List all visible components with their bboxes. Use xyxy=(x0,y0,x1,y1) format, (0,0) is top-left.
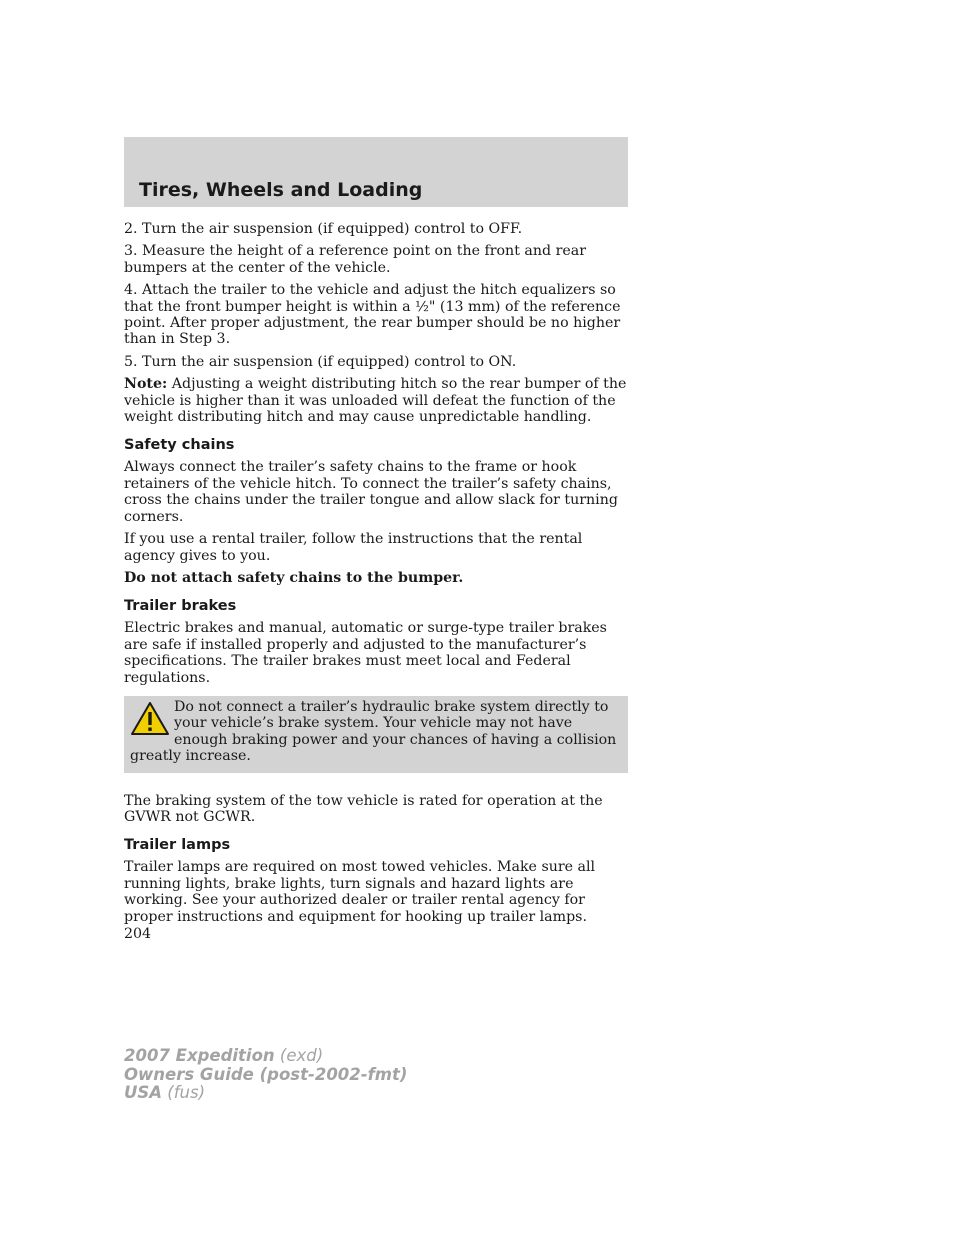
footer-model-code: (exd) xyxy=(274,1046,324,1065)
footer-model: 2007 Expedition xyxy=(124,1046,275,1065)
footer-guide: Owners Guide (post-2002-fmt) xyxy=(124,1064,408,1084)
page-number: 204 xyxy=(124,926,152,942)
footer-region: USA xyxy=(124,1083,163,1102)
section-title: Tires, Wheels and Loading xyxy=(139,179,423,201)
footer-line-1 xyxy=(124,1047,407,1066)
safety-chains-paragraph-1: Always connect the trailer’s safety chains to the frame or hook retainers of the vehicle hitch. To connect the trailer’s safety chains, cross the chains under the trailer tongue and allow slack for turning corners. xyxy=(124,459,618,525)
note-paragraph xyxy=(124,376,630,425)
heading-trailer-brakes: Trailer brakes xyxy=(124,598,237,615)
heading-safety-chains: Safety chains xyxy=(124,437,235,454)
heading-trailer-lamps: Trailer lamps xyxy=(124,837,231,854)
trailer-lamps-paragraph-1: Trailer lamps are required on most towed vehicles. Make sure all running lights, brake lights, turn signals and hazard lights are working. See your authorized dealer or trailer rental agency for proper instructions and equipment for hooking up trailer lamps. xyxy=(124,859,596,925)
note-text: Adjusting a weight distributing hitch so the rear bumper of the vehicle is higher than it was unloaded will defeat the function of the weight distributing hitch and may cause unpredictable handling. xyxy=(124,376,627,426)
safety-chains-bold-note: Do not attach safety chains to the bumper. xyxy=(124,569,464,586)
step-5: 5. Turn the air suspension (if equipped) control to ON. xyxy=(124,353,517,370)
document-footer xyxy=(124,1047,407,1103)
step-3: 3. Measure the height of a reference point on the front and rear bumpers at the center of the vehicle. xyxy=(124,243,587,276)
warning-text: Do not connect a trailer’s hydraulic brake system directly to your vehicle’s brake system. Your vehicle may not have enough braking power and your chances of having a collision greatly increase. xyxy=(130,698,617,765)
warning-box xyxy=(124,696,628,773)
trailer-brakes-paragraph-2: The braking system of the tow vehicle is rated for operation at the GVWR not GCWR. xyxy=(124,792,603,825)
section-header-band xyxy=(124,137,628,207)
footer-region-code: (fus) xyxy=(162,1083,206,1102)
safety-chains-paragraph-2: If you use a rental trailer, follow the instructions that the rental agency gives to you. xyxy=(124,531,583,564)
page-content xyxy=(124,221,630,931)
footer-line-2 xyxy=(124,1066,407,1085)
note-label: Note: xyxy=(124,376,168,393)
step-4: 4. Attach the trailer to the vehicle and adjust the hitch equalizers so that the front bumper height is within a ½" (13 mm) of the reference point. After proper adjustment, the rear bumper should be no higher than in Step 3. xyxy=(124,282,621,348)
warning-triangle-icon xyxy=(130,701,170,737)
trailer-brakes-paragraph-1: Electric brakes and manual, automatic or surge-type trailer brakes are safe if installed properly and adjusted to the manufacturer’s specifications. The trailer brakes must meet local and Federal regulations. xyxy=(124,620,607,686)
step-2: 2. Turn the air suspension (if equipped) control to OFF. xyxy=(124,221,523,237)
footer-line-3 xyxy=(124,1084,407,1103)
